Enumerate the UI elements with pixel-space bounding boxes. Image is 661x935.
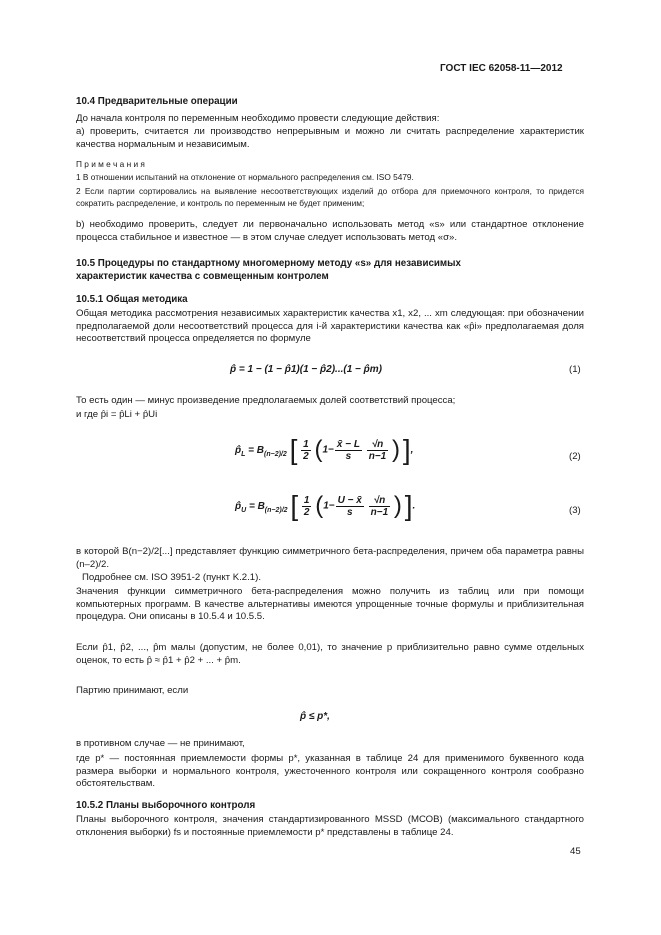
notes-title: П р и м е ч а н и я <box>76 159 145 169</box>
paragraph: b) необходимо проверить, следует ли первоначально использовать метод «s» или стандартное отклонение процесса стабильное и известное — в этом случае следует использовать метод «σ». <box>76 219 584 243</box>
equation-4: p̂ ≤ p*, <box>300 711 330 722</box>
document-header: ГОСТ IEC 62058-11—2012 <box>440 63 563 74</box>
equation-3: $p̂_U = B_{(n-2)/2}$ [ $\frac{1}{2}$ (1− $\frac{U - x̄}{s}$ $\frac{√n}{n-1}$ ) ]. <box>235 490 416 521</box>
equation-1-number: (1) <box>569 364 581 375</box>
paragraph: Значения функции симметричного бета-распределения можно получить из таблиц или при помощи компьютерных программ. В качестве альтернативы имеются упрощенные точные формулы и приблизительная процедура. Они описаны в 10.5.4 и 10.5.5. <box>76 586 584 623</box>
equation-2: $p̂_L = B_{(n-2)/2}$ [ $\frac{1}{2}$ (1− $\frac{x̄ - L}{s}$ $\frac{√n}{n-1}$ ) ], <box>235 434 414 465</box>
paragraph: где p* — постоянная приемлемости формы p*, указанная в таблице 24 для применимого буквенного кода размера выборки и нормального контроля, ужесточенного контроля или сокращенного контроля сообразно обстоятельствам. <box>76 753 584 790</box>
equation-2-number: (2) <box>569 451 581 462</box>
page-number: 45 <box>570 846 581 857</box>
paragraph: Планы выборочного контроля, значения стандартизированного MSSD (МСОВ) (максимального стандартного отклонения выборки) fs и постоянные приемлемости p* представлены в таблице 24. <box>76 814 584 838</box>
note-1: 1 В отношении испытаний на отклонение от нормального распределения см. ISO 5479. <box>76 172 414 182</box>
paragraph: Подробнее см. ISO 3951-2 (пункт K.2.1). <box>82 572 261 583</box>
note-2: 2 Если партии сортировались на выявление несоответствующих изделий до отбора для приемочного контроля, то придется сократить распределение, и контроль по переменным не будет применим; <box>76 186 584 208</box>
paragraph: а) проверить, считается ли производство непрерывным и можно ли считать распределение характеристик качества нормальным и независимым. <box>76 126 584 150</box>
paragraph: в которой B(n−2)/2[...] представляет функцию симметричного бета-распределения, причем оба параметра равны (n–2)/2. <box>76 546 584 570</box>
subsection-10-5-2-heading: 10.5.2 Планы выборочного контроля <box>76 800 256 811</box>
subsection-10-5-1-heading: 10.5.1 Общая методика <box>76 294 188 305</box>
paragraph: и где p̂i = p̂Li + p̂Ui <box>76 409 158 420</box>
paragraph: в противном случае — не принимают, <box>76 738 245 749</box>
section-10-5-heading: 10.5 Процедуры по стандартному многомерному методу «s» для независимых <box>76 258 461 269</box>
paragraph: До начала контроля по переменным необходимо провести следующие действия: <box>76 113 440 124</box>
section-10-4-heading: 10.4 Предварительные операции <box>76 96 238 107</box>
paragraph: То есть один — минус произведение предполагаемых долей соответствий процесса; <box>76 395 456 406</box>
equation-1: p̂ = 1 − (1 − p̂1)(1 − p̂2)...(1 − p̂m) <box>230 364 382 375</box>
paragraph: Партию принимают, если <box>76 685 189 696</box>
equation-3-number: (3) <box>569 505 581 516</box>
section-10-5-heading-cont: характеристик качества с совмещенным контролем <box>76 271 329 282</box>
paragraph: Общая методика рассмотрения независимых характеристик качества x1, x2, ... xm следующая: при обозначении предполагаемой доли несоответствий процесса для i-й характеристики качества как «p̂i» предполагаемая доля несоответствий процесса определяется по формуле <box>76 308 584 345</box>
paragraph: Если p̂1, p̂2, ..., p̂m малы (допустим, не более 0,01), то значение p приблизительно равно сумме отдельных оценок, то есть p̂ ≈ p̂1 + p̂2 + ... + p̂m. <box>76 642 584 666</box>
